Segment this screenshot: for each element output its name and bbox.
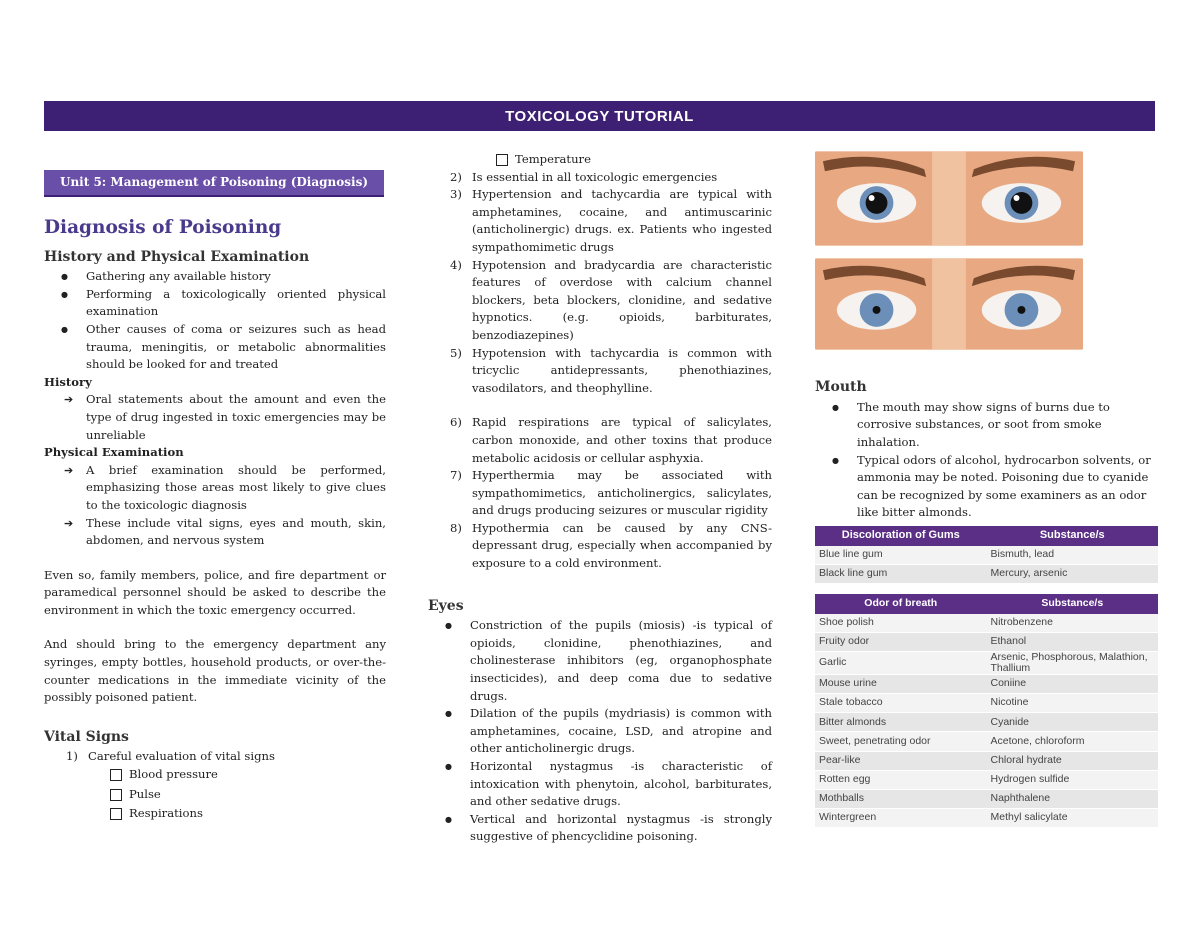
list-item: 4) Hypotension and bradycardia are characteristic features of overdose with calcium channel blockers, beta blockers, clonidine, and sedative hypnotics. (e.g. opioids, barbiturates, benzodiazepines) [450,257,772,342]
table-cell: Black line gum [815,564,987,583]
page-title: Diagnosis of Poisoning [44,217,282,238]
paragraph: And should bring to the emergency department any syringes, empty bottles, household products, or over-the-counter medications in the immediate vicinity of the possibly poisoned patient. [44,637,386,705]
table-cell: Pear-like [815,751,987,770]
table-header: Odor of breath [815,594,987,614]
paragraph: Even so, family members, police, and fire department or paramedical personnel should be asked to describe the environment in which the toxic emergency occurred. [44,567,386,617]
odor-table [815,594,1158,828]
table-row [815,789,1158,808]
table-cell: Methyl salicylate [987,808,1159,827]
vital-checklist-cont [428,151,772,169]
list-item: 3) Hypertension and tachycardia are typical with amphetamines, cocaine, and antimuscarinic (anticholinergic) drugs. ex. Patients who ingested sympathomimetic drugs [450,187,772,254]
list-item: ● Performing a toxicologically oriented physical examination [44,286,386,321]
checklist-item: Respirations [44,805,386,823]
table-cell: Coniine [987,675,1159,694]
checklist-item: Blood pressure [44,766,386,784]
eyes-list [428,617,772,846]
unit-label: Unit 5: Management of Poisoning (Diagnosis) [44,170,384,197]
list-item: ● Constriction of the pupils (miosis) -is typical of opioids, clonidine, phenothiazines, and cholinesterase inhibitors (eg, organophosphate insecticides), and deep coma due to sedative drugs. [428,617,772,705]
list-item: 2) Is essential in all toxicologic emergencies [450,169,718,184]
dilated-pupils-image [815,151,1083,246]
column-middle [428,151,772,846]
table-cell: Fruity odor [815,633,987,652]
table-row [815,652,1158,675]
list-item: 1) Careful evaluation of vital signs [66,749,275,764]
page-banner: TOXICOLOGY TUTORIAL [44,101,1155,131]
history-list [44,391,386,444]
gums-table [815,526,1158,584]
table-cell: Mouse urine [815,675,987,694]
table-cell: Stale tobacco [815,694,987,713]
list-item: ● Dilation of the pupils (mydriasis) is common with amphetamines, cocaine, LSD, and atropine and other anticholinergic drugs. [428,705,772,758]
checkbox-icon [110,808,122,820]
pe-label: Physical Examination [44,445,184,460]
table-header-row [815,594,1158,614]
list-item: ● Gathering any available history [44,268,386,286]
table-row [815,675,1158,694]
table-row [815,694,1158,713]
table-cell: Nitrobenzene [987,614,1159,633]
table-header-row [815,526,1158,546]
table-row [815,751,1158,770]
table-row [815,564,1158,583]
checklist-item: Temperature [428,151,772,169]
table-row [815,713,1158,732]
history-label: History [44,374,92,389]
list-item: 6) Rapid respirations are typical of salicylates, carbon monoxide, and other toxins that produce metabolic acidosis or cellular asphyxia. [450,415,772,465]
table-cell: Naphthalene [987,789,1159,808]
list-item: ● Other causes of coma or seizures such as head trauma, meningitis, or metabolic abnormalities should be looked for and treated [44,321,386,374]
table-cell: Hydrogen sulfide [987,770,1159,789]
table-row [815,633,1158,652]
checkbox-icon [496,154,508,166]
table-cell: Mothballs [815,789,987,808]
vital-checklist [44,766,386,823]
eyes-heading: Eyes [428,597,464,614]
column-right [815,151,1160,828]
mouth-list [815,399,1160,522]
checkbox-icon [110,789,122,801]
table-cell: Bitter almonds [815,713,987,732]
table-cell: Chloral hydrate [987,751,1159,770]
table-cell: Rotten egg [815,770,987,789]
list-item: ● Vertical and horizontal nystagmus -is strongly suggestive of phencyclidine poisoning. [428,811,772,846]
table-row [815,546,1158,565]
pe-list [44,462,386,550]
table-cell: Mercury, arsenic [987,564,1159,583]
table-cell: Arsenic, Phosphorous, Malathion, Thallium [987,652,1159,675]
vital-list [44,748,386,766]
checklist-item: Pulse [44,786,386,804]
vital-list-cont2 [428,414,772,572]
table-row [815,732,1158,751]
hpe-list [44,268,386,374]
list-item: 7) Hyperthermia may be associated with sympathomimetics, anticholinergics, salicylates, and drugs producing seizures or muscular rigidity [450,468,772,518]
table-header: Substance/s [987,526,1159,546]
hpe-heading: History and Physical Examination [44,248,310,265]
list-item: ● Horizontal nystagmus -is characteristic of intoxication with phenytoin, alcohol, barbiturates, and other sedative drugs. [428,758,772,811]
column-left [44,170,386,823]
table-cell: Sweet, penetrating odor [815,732,987,751]
table-cell: Ethanol [987,633,1159,652]
vital-list-cont [428,169,772,398]
table-cell: Garlic [815,652,987,675]
table-cell: Nicotine [987,694,1159,713]
table-cell: Wintergreen [815,808,987,827]
table-cell: Cyanide [987,713,1159,732]
vital-heading: Vital Signs [44,728,129,745]
list-item: ➔ These include vital signs, eyes and mouth, skin, abdomen, and nervous system [44,515,386,550]
table-cell: Shoe polish [815,614,987,633]
mouth-heading: Mouth [815,379,867,396]
table-header: Substance/s [987,594,1159,614]
list-item: 8) Hypothermia can be caused by any CNS-depressant drug, especially when accompanied by exposure to a cold environment. [450,520,772,571]
table-row [815,808,1158,827]
table-row [815,614,1158,633]
list-item: 5) Hypotension with tachycardia is common with tricyclic antidepressants, phenothiazines, vasodilators, and theophylline. [450,345,772,395]
table-cell: Blue line gum [815,546,987,565]
list-item: ● The mouth may show signs of burns due to corrosive substances, or soot from smoke inhalation. [815,399,1160,452]
table-row [815,770,1158,789]
constricted-pupils-image [815,258,1083,350]
list-item: ● Typical odors of alcohol, hydrocarbon solvents, or ammonia may be noted. Poisoning due to cyanide can be recognized by some examiners as an odor like bitter almonds. [815,452,1160,522]
checkbox-icon [110,769,122,781]
list-item: ➔ Oral statements about the amount and even the type of drug ingested in toxic emergencies may be unreliable [44,391,386,444]
table-header: Discoloration of Gums [815,526,987,546]
table-cell: Bismuth, lead [987,546,1159,565]
list-item: ➔ A brief examination should be performed, emphasizing those areas most likely to give clues to the toxicologic diagnosis [44,462,386,515]
table-cell: Acetone, chloroform [987,732,1159,751]
